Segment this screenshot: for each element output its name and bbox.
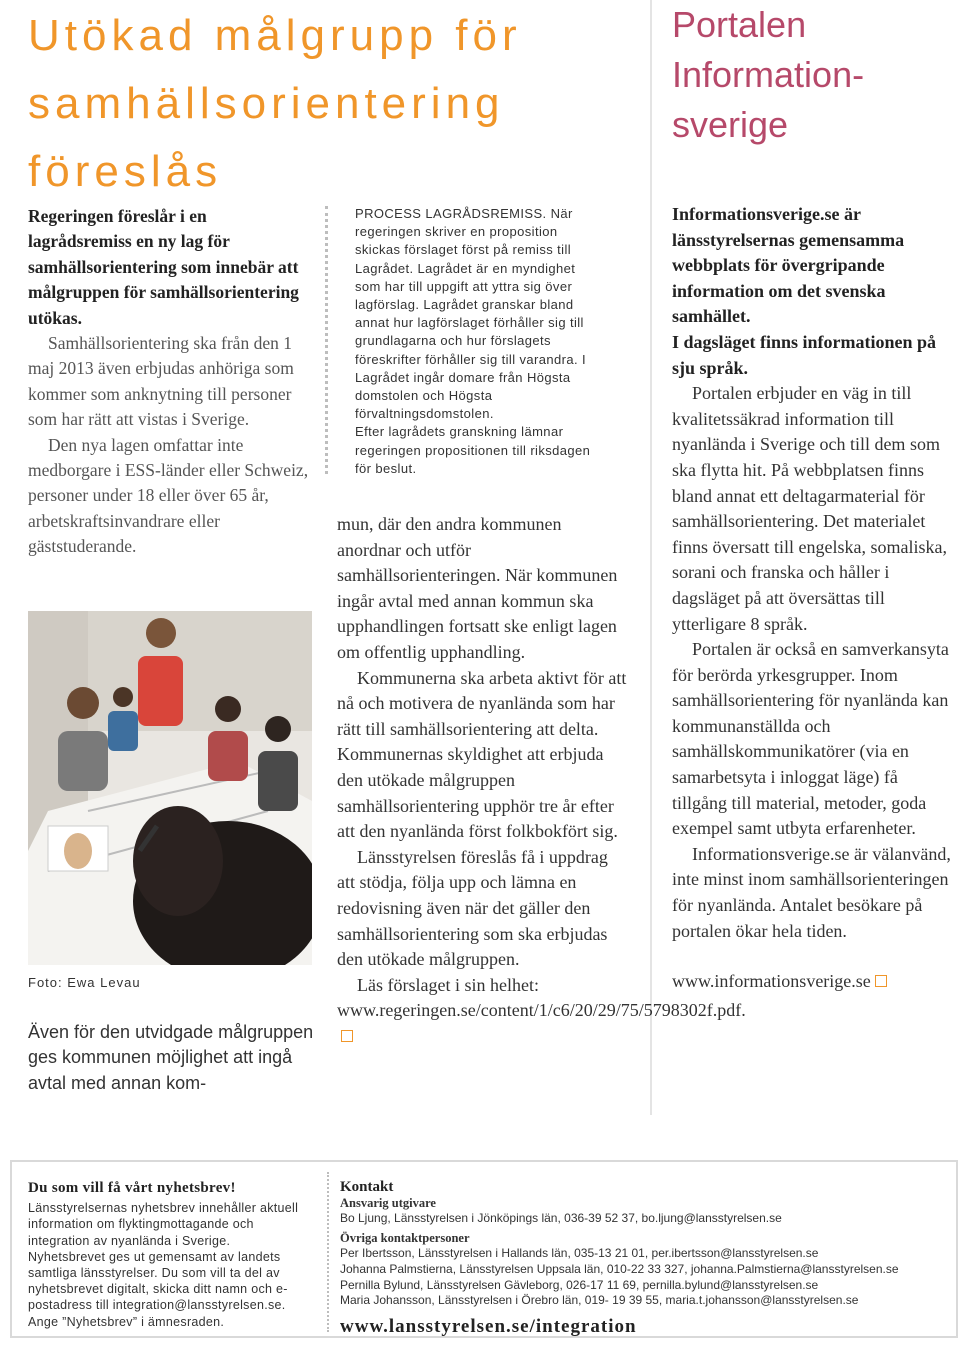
photo-credit: Foto: Ewa Levau (28, 975, 141, 990)
contacts-label: Övriga kontaktpersoner (340, 1230, 470, 1245)
fact-box-divider (325, 206, 328, 474)
paragraph: Portalen erbjuder en väg in till kvalitetssäkrad information till nyanlända i Sverige och till dem som ska flytta hit. På webbplatsen finns bland annat ett deltagarmaterial för samhällsorientering. Det materialet finns översatt till engelska, somaliska, sorani och franska och håller i dagsläget på att översättas till ytterligare 8 språk. (672, 383, 947, 634)
newsletter-section (28, 1180, 308, 1330)
headline-line-2: samhällsorientering (28, 79, 505, 128)
contact-line: Johanna Palmstierna, Länsstyrelsen Uppsala län, 010-22 33 327, johanna.Palmstierna@lansstyrelsen.se (340, 1261, 899, 1276)
end-square-icon (341, 1030, 353, 1042)
lead-paragraph: Regeringen föreslår i en lagrådsremiss en ny lag för samhällsorientering som innebär att målgruppen för samhällsorientering utökas. (28, 206, 299, 328)
headline-line-3: föreslås (28, 147, 223, 196)
contact-section (340, 1179, 950, 1337)
read-more-link[interactable]: Läs förslaget i sin helhet: www.regeringen.se/content/1/c6/20/29/75/5798302f.pdf. (337, 974, 746, 1021)
paragraph: Kommunerna ska arbeta aktivt för att nå och motivera de nyanlända som har rätt till samhällsorientering att delta. Kommunernas skyldighet att erbjuda den utökade målgruppen samhällsorientering upphör tre år efter att den nyanlända först folkbokfört sig. (337, 667, 627, 842)
paragraph: Länsstyrelsen föreslås få i uppdrag att stödja, följa upp och lämna en redovisning även när det gäller den samhällsorientering som ska erbjudas den utökade målgruppen. (337, 846, 608, 970)
column-divider (650, 0, 652, 1115)
headline-line-1: Utökad målgrupp för (28, 11, 522, 60)
fact-box-paragraph: Efter lagrådets granskning lämnar regeringen propositionen till riksdagen för beslut. (355, 424, 591, 476)
fact-box-lagradsremiss (355, 205, 603, 478)
contact-line: Pernilla Bylund, Länsstyrelsen Gävleborg, 026-17 11 69, pernilla.bylund@lansstyrelsen.se (340, 1277, 819, 1292)
article-column-1 (28, 204, 312, 560)
sidebar-lead: Informationsverige.se är länsstyrelsernas gemensamma webbplats för övergripande information om det svenska samhället. (672, 204, 905, 327)
article-headline (28, 2, 638, 206)
footer-box (10, 1160, 958, 1338)
contact-line: Maria Johansson, Länsstyrelsen i Örebro län, 019- 19 39 55, maria.t.johansson@lansstyrelsen.se (340, 1293, 859, 1308)
sidebar-title (672, 0, 952, 150)
responsible-contact: Bo Ljung, Länsstyrelsen i Jönköpings län, 036-39 52 37, bo.ljung@lansstyrelsen.se (340, 1211, 782, 1226)
fact-box-paragraph: PROCESS LAGRÅDSREMISS. När regeringen skriver en proposition skickas förslaget först på remiss till Lagrådet. Lagrådet är en myndighet som har till uppgift att yttra sig över lagförslag. Lagrådet granskar bland annat hur lagförslaget förhåller sig till grundlagarna och hur förslagets föreskrifter förhåller sig till varandra. I Lagrådet ingår domare från Högsta domstolen och Högsta förvaltningsdomstolen. (355, 206, 587, 422)
sidebar-title-line-2: Information- (672, 54, 865, 95)
footer-divider (327, 1172, 329, 1332)
end-square-icon (875, 975, 887, 987)
paragraph: Den nya lagen omfattar inte medborgare i ESS-länder eller Schweiz, personer under 18 eller över 65 år, arbetskraftsinvandrare eller gäststuderande. (28, 434, 309, 557)
sidebar-title-line-3: sverige (672, 104, 789, 145)
sidebar-url-line (672, 969, 952, 995)
classroom-photo (28, 611, 312, 965)
informationsverige-link[interactable]: www.informationsverige.se (672, 971, 871, 992)
paragraph: Informationsverige.se är välanvänd, inte minst inom samhällsorienteringen för nyanlända. Antalet besökare på portalen ökar hela tiden. (672, 843, 951, 941)
paragraph: Även för den utvidgade målgruppen ges kommunen möjlighet att ingå avtal med annan kom- (28, 1022, 314, 1093)
newsletter-text: Länsstyrelsernas nyhetsbrev innehåller aktuell information om flyktingmottagande och integration av nyanlända i Sverige. Nyhetsbrevet ges ut gemensamt av landets samtliga länsstyrelser. Du som vill ta del av nyhetsbrevet digitalt, skicka ditt namn och e-postadress till integration@lansstyrelsen.se. Ange ”Nyhetsbrev” i ämnesraden. (28, 1201, 299, 1329)
article-column-2 (337, 512, 746, 1049)
contact-line: Per Ibertsson, Länsstyrelsen i Hallands län, 035-13 21 01, per.ibertsson@lansstyrelsen.se (340, 1246, 819, 1261)
sidebar-title-line-1: Portalen (672, 4, 807, 45)
paragraph: mun, där den andra kommunen anordnar och utför samhällsorienteringen. När kommunen ingår avtal med annan kommun ska upphandlingen fortsatt ske enligt lagen om offentlig upphandling. (337, 514, 618, 662)
paragraph: Portalen är också en samverkansyta för berörda yrkesgrupper. Inom samhällsorientering för nyanlända kan kommunanställda och samhällskommunikatörer (via en samarbetsyta i inloggat läge) få tillgång till material, metoder, goda exempel samt utbyta erfarenheter. (672, 639, 949, 839)
sidebar-column (672, 202, 952, 995)
contact-title: Kontakt (340, 1179, 394, 1195)
paragraph: Samhällsorientering ska från den 1 maj 2013 även erbjudas anhöriga som kommer som anknytning till personer som har rätt att vistas i Sverige. (28, 333, 294, 430)
responsible-label: Ansvarig utgivare (340, 1195, 436, 1210)
sidebar-lead: I dagsläget finns informationen på sju språk. (672, 331, 937, 378)
newsletter-title: Du som vill få vårt nyhetsbrev! (28, 1180, 236, 1196)
paragraph (337, 973, 746, 1050)
lansstyrelsen-link[interactable]: www.lansstyrelsen.se/integration (340, 1315, 637, 1337)
